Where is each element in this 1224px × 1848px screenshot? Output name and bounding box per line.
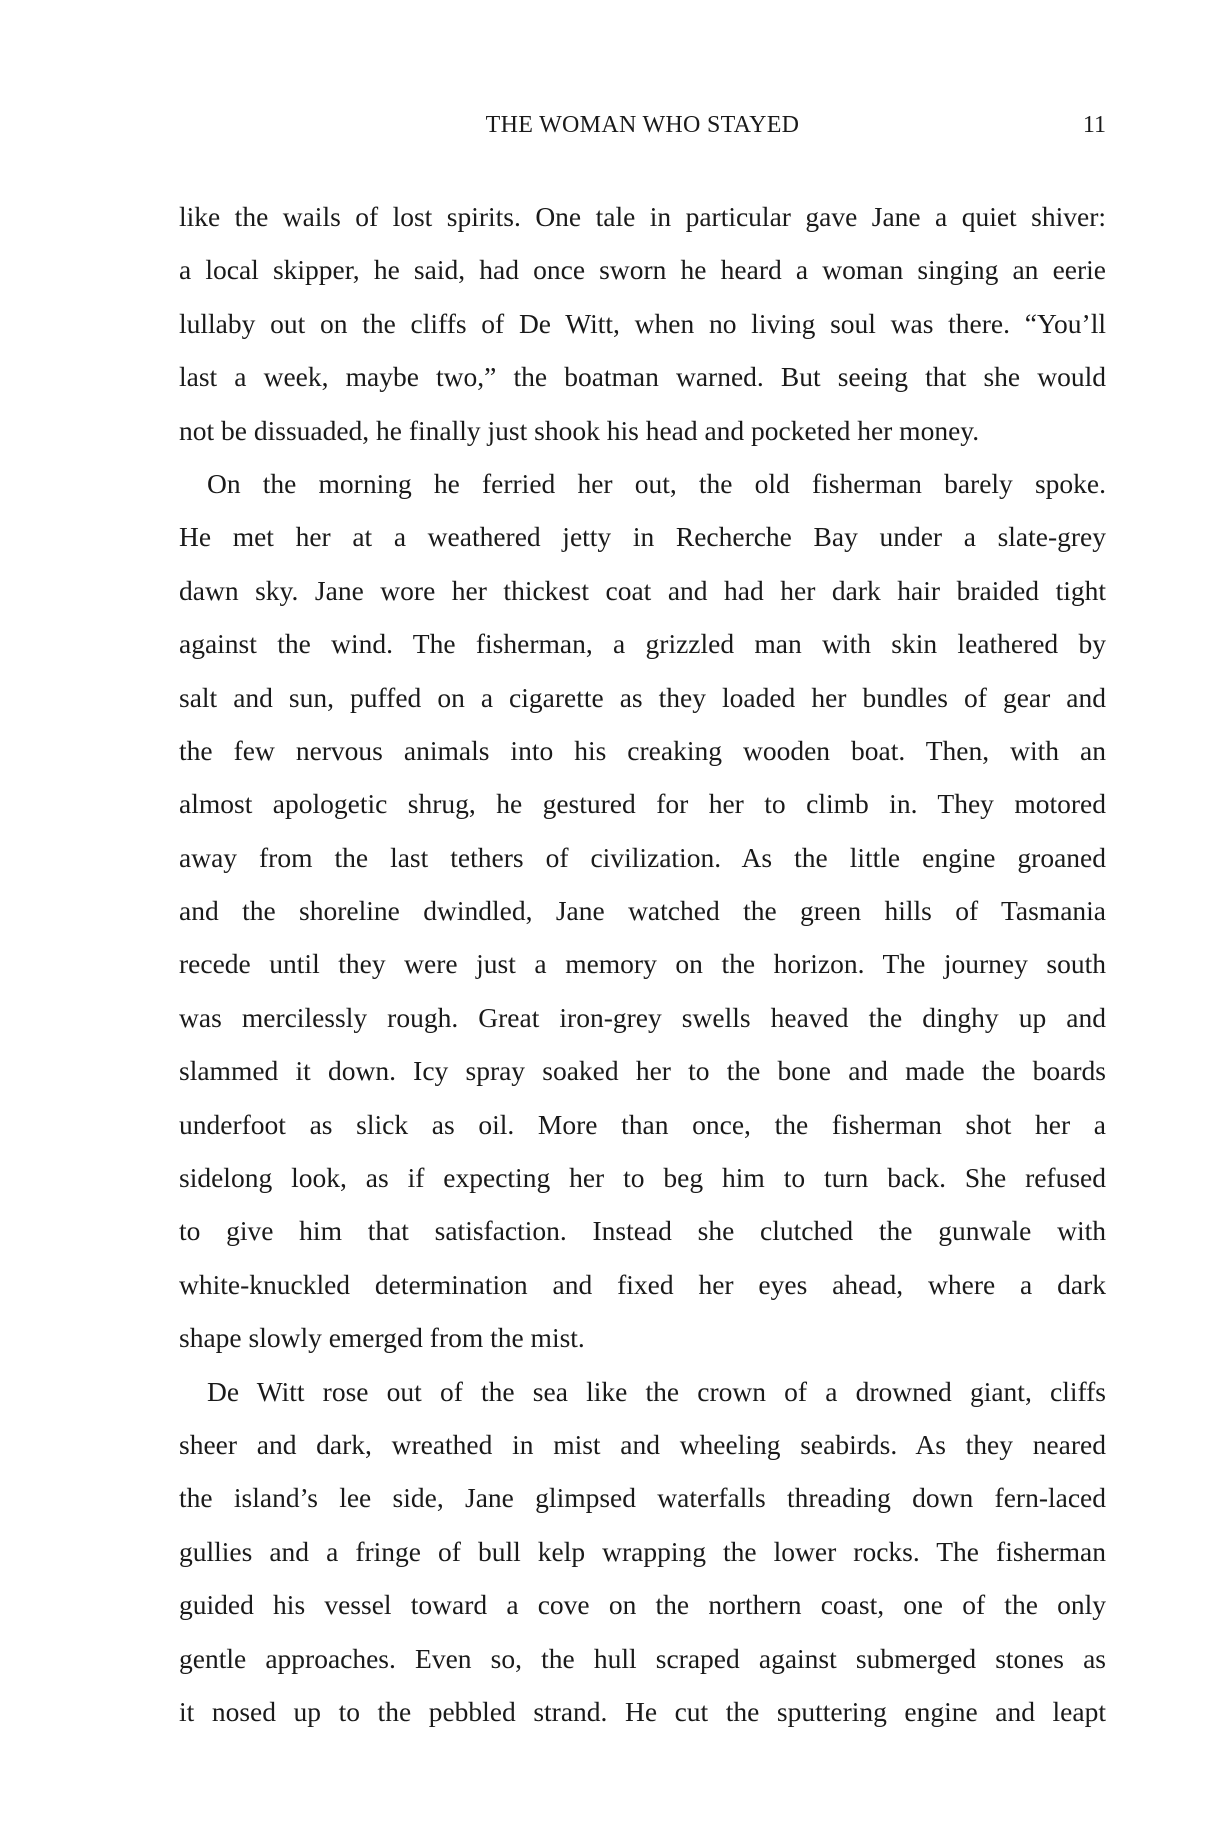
paragraph [179, 190, 1106, 457]
text-line: and the shoreline dwindled, Jane watched the green hills of Tasmania [179, 895, 1106, 927]
text-line: lullaby out on the cliffs of De Witt, when no living soul was there. “You’ll [179, 307, 1106, 339]
text-line: gentle approaches. Even so, the hull scraped against submerged stones as [179, 1642, 1106, 1674]
text-line: On the morning he ferried her out, the old fisherman barely spoke. [207, 467, 1106, 499]
text-line: the few nervous animals into his creaking wooden boat. Then, with an [179, 734, 1106, 766]
page-number: 11 [1082, 112, 1106, 138]
text-line: sheer and dark, wreathed in mist and wheeling seabirds. As they neared [179, 1428, 1106, 1460]
paragraph [179, 457, 1106, 1365]
text-line: it nosed up to the pebbled strand. He cut the sputtering engine and leapt [179, 1695, 1106, 1727]
text-line: away from the last tethers of civilization. As the little engine groaned [179, 841, 1106, 873]
text-line: dawn sky. Jane wore her thickest coat and had her dark hair braided tight [179, 574, 1106, 606]
text-line: against the wind. The fisherman, a grizzled man with skin leathered by [179, 628, 1106, 660]
running-title: THE WOMAN WHO STAYED [485, 112, 800, 138]
text-line: salt and sun, puffed on a cigarette as they loaded her bundles of gear and [179, 681, 1106, 713]
text-line: slammed it down. Icy spray soaked her to the bone and made the boards [179, 1055, 1106, 1087]
text-line: gullies and a fringe of bull kelp wrapping the lower rocks. The fisherman [179, 1535, 1106, 1567]
text-line: white-knuckled determination and fixed her eyes ahead, where a dark [179, 1268, 1106, 1300]
text-line: guided his vessel toward a cove on the northern coast, one of the only [179, 1589, 1106, 1621]
text-line: recede until they were just a memory on the horizon. The journey south [179, 948, 1106, 980]
text-line: last a week, maybe two,” the boatman warned. But seeing that she would [179, 361, 1106, 393]
text-line: like the wails of lost spirits. One tale in particular gave Jane a quiet shiver: [179, 201, 1106, 232]
text-line: almost apologetic shrug, he gestured for her to climb in. They motored [179, 788, 1106, 820]
running-header [179, 112, 1106, 148]
body-text [179, 190, 1106, 1738]
text-line: sidelong look, as if expecting her to beg him to turn back. She refused [179, 1162, 1106, 1194]
paragraph [179, 1365, 1106, 1739]
text-line: the island’s lee side, Jane glimpsed waterfalls threading down fern-laced [179, 1482, 1106, 1514]
text-line: a local skipper, he said, had once sworn he heard a woman singing an eerie [179, 254, 1106, 286]
text-line: was mercilessly rough. Great iron-grey swells heaved the dinghy up and [179, 1001, 1106, 1033]
text-line: to give him that satisfaction. Instead she clutched the gunwale with [179, 1215, 1106, 1247]
text-line: underfoot as slick as oil. More than once, the fisherman shot her a [179, 1108, 1106, 1140]
text-line: De Witt rose out of the sea like the crown of a drowned giant, cliffs [207, 1375, 1106, 1407]
text-line: not be dissuaded, he finally just shook his head and pocketed her money. [179, 414, 980, 446]
text-line: shape slowly emerged from the mist. [179, 1322, 585, 1354]
text-line: He met her at a weathered jetty in Recherche Bay under a slate-grey [179, 521, 1106, 553]
